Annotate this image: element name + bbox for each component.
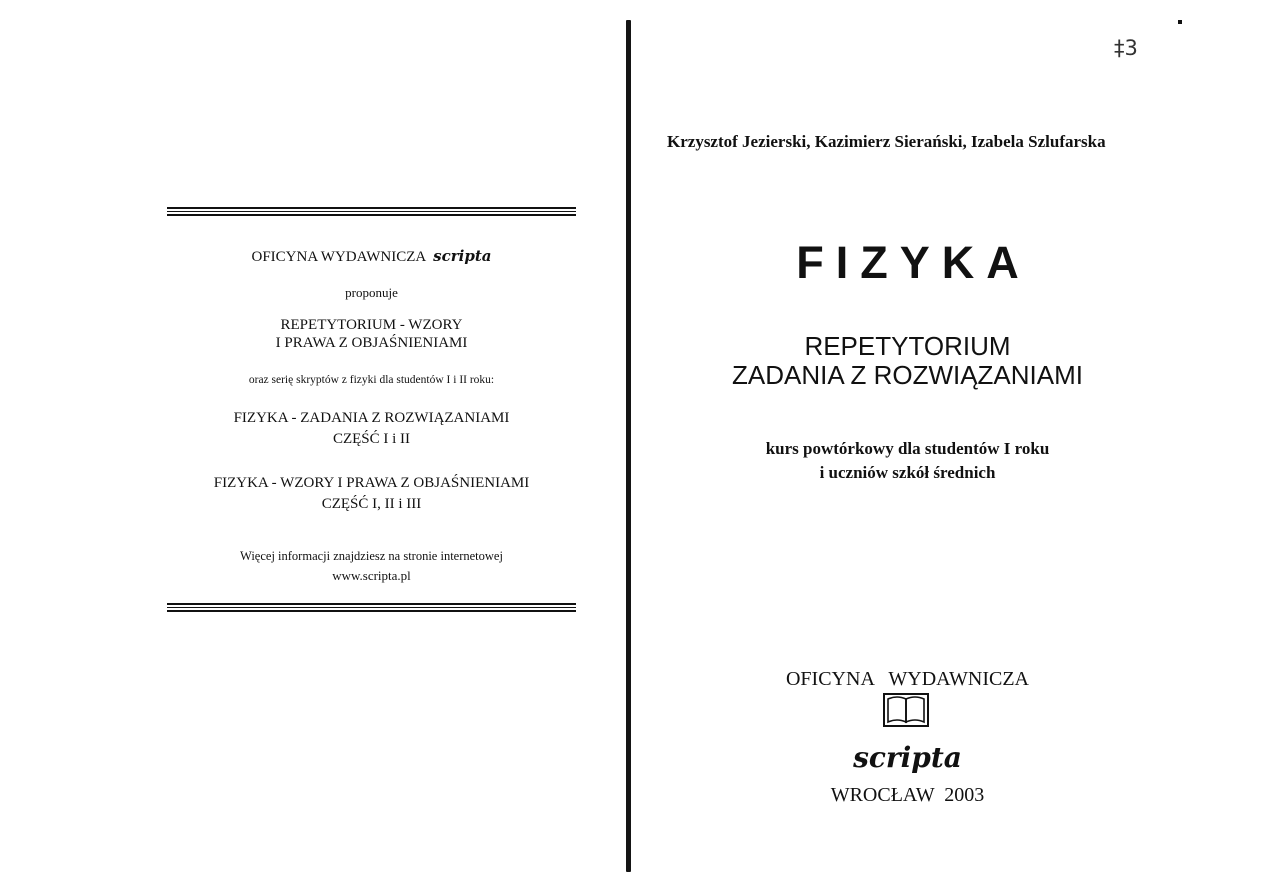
website-text: www.scripta.pl [332, 568, 411, 583]
publisher-name: OFICYNA WYDAWNICZA [785, 668, 1030, 690]
book1-line2: I PRAWA Z OBJAŚNIENIAMI [275, 335, 468, 351]
bottom-double-rule [167, 603, 576, 613]
corner-dot [1178, 20, 1182, 24]
series-intro: oraz serię skryptów z fizyki dla studentów I i II roku: [248, 374, 495, 386]
book2-line2: CZĘŚĆ I i II [332, 431, 411, 447]
open-book-icon [883, 692, 929, 728]
course-line2: i uczniów szkół średnich [819, 463, 996, 482]
publisher-prefix: OFICYNA WYDAWNICZA [251, 249, 426, 265]
more-info-text: Więcej informacji znajdziesz na stronie internetowej [240, 549, 503, 563]
subtitle-line1: REPETYTORIUM [804, 331, 1011, 361]
book2-line1: FIZYKA - ZADANIA Z ROZWIĄZANIAMI [233, 410, 510, 426]
scripta-logo-small: scripta [433, 247, 492, 265]
authors-line: Krzysztof Jezierski, Kazimierz Sierański, Izabela Szlufarska [667, 132, 1106, 151]
book3-line1: FIZYKA - WZORY I PRAWA Z OBJAŚNIENIAMI [213, 475, 530, 491]
book3-line2: CZĘŚĆ I, II i III [321, 496, 422, 512]
book1-line1: REPETYTORIUM - WZORY [280, 317, 463, 333]
proponuje-text: proponuje [345, 285, 398, 300]
handwritten-mark: ‡3 [1114, 36, 1138, 60]
course-line1: kurs powtórkowy dla studentów I roku [765, 439, 1050, 458]
top-double-rule [167, 207, 576, 217]
book-spine [626, 20, 631, 872]
scripta-logo-large: scripta [853, 741, 962, 774]
subtitle-line2: ZADANIA Z ROZWIĄZANIAMI [731, 360, 1083, 390]
book-title: FIZYKA [796, 237, 1031, 288]
publisher-heading [167, 249, 576, 265]
city-year: WROCŁAW 2003 [830, 784, 985, 806]
